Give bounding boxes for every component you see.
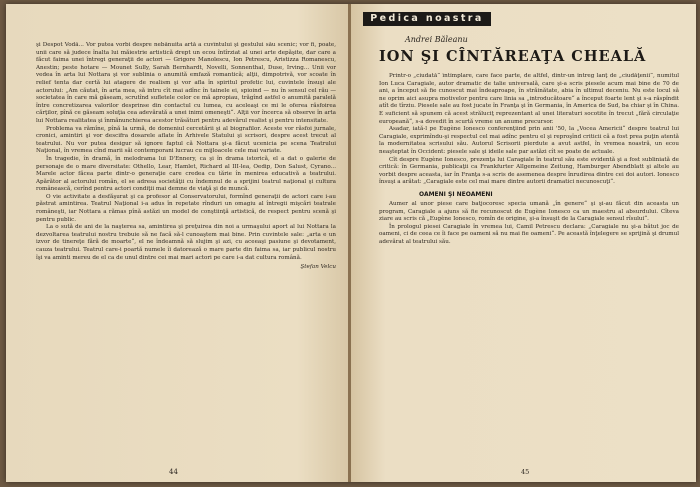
page-number: 45 (521, 468, 530, 476)
section-banner: Pedica noastra (363, 12, 491, 26)
article-title: ION ŞI CÎNTĂREAŢA CHEALĂ (379, 48, 647, 65)
paragraph: O vie activitate a desfăşurat şi ca profesor al Conservatorului, formînd generaţii de actori care i-au păstrat amintirea. Teatrul Naţional i-a adus în repetate rînduri un omagiu al întregii mişcări teatrale româneşti, iar Nottara a rămas pînă astăzi un model de conştiinţă artistică, de respect pentru scenă şi pentru public. (36, 193, 336, 223)
right-text-column (379, 73, 679, 463)
book-spread (6, 4, 696, 482)
page-number: 44 (169, 468, 178, 476)
left-text-column (36, 42, 336, 462)
paragraph: Printr-o „ciudată“ întîmplare, care face parte, de altfel, dintr-un întreg lanţ de „ciudăţenii“, numitul Ion Luca Caragiale, autor dramatic de talie universală, care şi-a scris piesele acum mai bine de 70 de ani, a început să fie cunoscut mai îndeaproape, în străinătate, abia în ultimul deceniu. Nu este locul să ne oprim aici asupra motivelor pentru care linia sa „introducătoare“ a început foarte lent şi s-a răspîndit atît de tîrziu. Piesele sale au fost jucate în Franţa şi în Germania, în America de Sud, ba chiar şi în China. E suficient să spunem că acest străluciţ reprezentant al unei literaturi socotite în trecut „fără circulaţie europeană“, s-a dovedit în scurtă vreme un anume precursor. (379, 73, 679, 125)
paragraph: Aumer al unor piese care batjocoresc specia umană „în genere“ şi şi-au făcut din aceasta un program, Caragiale a ajuns să fie recunoscut de Eugène Ionesco ca un maestru al absurdului. Cîteva ziare au scris că „Eugène Ionesco, romîn de origine, şi-a însuşit de la Caragiale sensul rîsului“. (379, 200, 679, 223)
paragraph: Asadar, iată-l pe Eugène Ionesco conferenţiind prin anii '50, la „Vocea Americii“ despre teatrul lui Caragiale, exprimîndu-şi respectul cel mai adînc pentru el şi reproşînd criticii că a fost prea puţin atentă la modernitatea scrisului său. Autorul Scrisorii pierdute a avut astfel, în vremea noastră, un ecou neaşteptat în Occident: piesele sale şi ideile sale par astăzi cît se poate de actuale. (379, 126, 679, 155)
right-page (351, 4, 696, 482)
paragraph: Cît despre Eugène Ionesco, prezenţa lui Caragiale în teatrul său este evidentă şi a fost subliniată de critică: în Germania, publicaţii ca Frankfurter Allgemeine Zeitung, Hamburger Abendblatt şi altele au vorbit despre aceasta, iar în Franţa s-a scris de asemenea despre înrudirea dintre cei doi autori. Ionesco însuşi a arătat: „Caragiale este cel mai mare dintre autorii dramatici necunoscuţi“. (379, 156, 679, 186)
paragraph: La o sută de ani de la naşterea sa, amintirea şi preţuirea din noi a urmaşului aport al lui Nottara la dezvoltarea teatrului nostru trebuie să ne facă să-l cunoaştem mai bine. Prin cuvintele sale: „arta e un izvor de tinereţe fără de moarte“, el ne îndeamnă să slujim şi azi, cu aceeaşi pasiune şi devotament, cauza teatrului. Teatrul care-i poartă numele îi datorează o mare parte din faima sa, iar publicul nostru îşi va aminti mereu de el ca de unul dintre cei mai mari actori pe care i-a dat cultura română. (36, 224, 336, 261)
article-author: Andrei Băleanu (405, 35, 468, 44)
section-subheading: OAMENI ŞI NEOAMENI (419, 190, 493, 198)
signature: Ştefan Velcu (300, 264, 336, 271)
paragraph: În prologul piesei Caragiale în vremea lui, Camil Petrescu declara: „Caragiale nu şi-a bătut joc de oameni, ci de ceea ce îi face pe oameni să nu mai fie oameni“. Pe această înţelegere se sprijină şi drumul adevărat al teatrului său. (379, 223, 679, 245)
paragraph: În tragedie, în dramă, în melodrama lui D'Ennery, ca şi în drama istorică, el a dat o galerie de personaje de o mare diversitate: Othello, Lear, Hamlet, Richard al III-lea, Oedip, Don Salust, Cyrano... Marele actor făcea parte dintr-o generaţie care credea cu tărie în menirea educativă a teatrului. Apărător al actorului român, el se adresa societăţii cu îndemnul de a sprijini teatrul naţional şi cultura românească, cerînd pentru actori condiţii mai demne de viaţă şi de muncă. (36, 155, 336, 193)
paragraph: şi Despot Vodă... Vor putea vorbi despre nebănuita artă a cuvîntului şi gestului său scenic; vor fi, poate, unii care să judece înalta lui măiestrie artistică drept un ecou întîrziat al unei arte depăşite, dar care a făcut faima unei întregi generaţii de actori — Grigore Manolescu, Ion Petrescu, Aristizza Romanescu, Anestin; peste hotare — Mounet Sully, Sarah Bernhardt, Novelli, Sonnenthal, Duse, Irving... Unii vor vedea în arta lui Nottara şi vor sublinia o anumită emfază romantică; alţii, dimpotrivă, vor scoate în relief tenta dar certă lui atagere de realism şi vor afla în spiritul profetic lui, cuvintele însuşi ale actorului: „Am căutat, în arta mea, să intru cît mai adînc în tainele ei, spioind — nu în sensul cel rău — societatea în care mă găseam, scrutînd sufletele celor ce mă apropiau, trăgînd astfel o anumită paralelă între concretizarea valorilor desprinse din contactul cu lumea, cu aceleaşi ce mi le oferea răsfoirea cărţilor, pînă ce găseam soluţia cea adevărată a unei inimi omeneşti“. Alţii vor încerca să observe în arta lui Nottara realitatea şi înmănunchierea acestor trăsături pentru adevărul realist şi pentru intensitate. (36, 42, 336, 124)
left-page (6, 4, 349, 482)
paragraph: Problema va rămîne, pînă la urmă, de domeniul cercetării şi al biografilor. Aceste vor răsfoi jurnale, cronici, amintiri şi vor descifra dosarele aflate în Arhivele Statului şi scrisori, despre acest trecut al teatrului. Nu vor putea desigur să ignore faptul că Nottara şi-a făcut ucenicia pe scena Teatrului Naţional, în vremea cînd marii săi contemporani lucrau cu mijloacele cele mai variate. (36, 125, 336, 155)
